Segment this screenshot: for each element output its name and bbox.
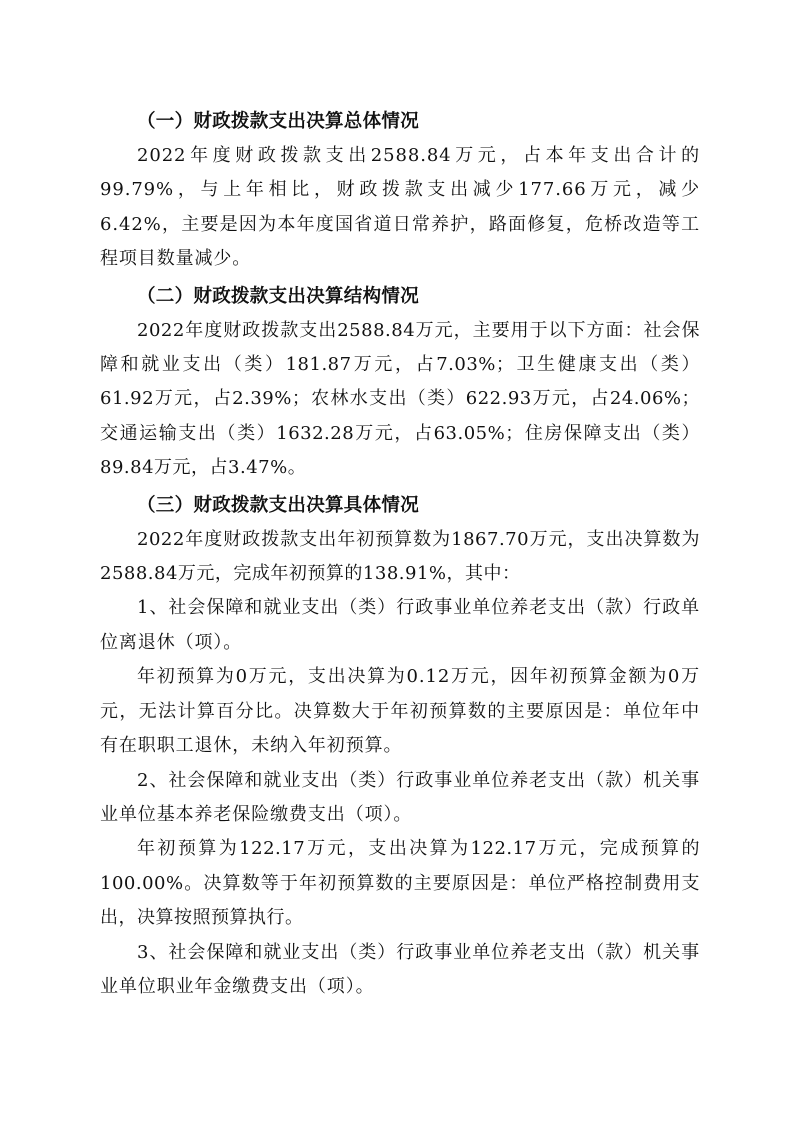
paragraph: 2022年度财政拨款支出2588.84万元，占本年支出合计的99.79%，与上年相比，财政拨款支出减少177.66万元，减少6.42%，主要是因为本年度国省道日常养护，路面修复，危桥改造等工程项目数量减少。 (100, 145, 700, 270)
paragraph: 2、社会保障和就业支出（类）行政事业单位养老支出（款）机关事业单位基本养老保险缴费支出（项）。 (100, 769, 700, 825)
paragraph: 年初预算为122.17万元，支出决算为122.17万元，完成预算的100.00%。决算数等于年初预算数的主要原因是：单位严格控制费用支出，决算按照预算执行。 (100, 838, 700, 929)
section-heading: （三）财政拨款支出决算具体情况 (137, 494, 420, 516)
paragraph: 2022年度财政拨款支出2588.84万元，主要用于以下方面：社会保障和就业支出（类）181.87万元，占7.03%；卫生健康支出（类）61.92万元，占2.39%；农林水支出（类）622.93万元，占24.06%；交通运输支出（类）1632.28万元，占63.05%；住房保障支出（类）89.84万元，占3.47%。 (100, 319, 700, 479)
paragraph: 2022年度财政拨款支出年初预算数为1867.70万元，支出决算数为2588.84万元，完成年初预算的138.91%，其中： (100, 528, 700, 585)
paragraph: 3、社会保障和就业支出（类）行政事业单位养老支出（款）机关事业单位职业年金缴费支出（项）。 (100, 941, 700, 997)
paragraph: 1、社会保障和就业支出（类）行政事业单位养老支出（款）行政单位离退休（项）。 (100, 597, 700, 653)
section-details (100, 488, 700, 1005)
paragraph: 年初预算为0万元，支出决算为0.12万元，因年初预算金额为0万元，无法计算百分比。决算数大于年初预算数的主要原因是：单位年中有在职职工退休，未纳入年初预算。 (100, 666, 700, 757)
document-page (100, 104, 700, 1004)
section-structure (100, 279, 700, 486)
section-heading: （二）财政拨款支出决算结构情况 (137, 285, 420, 307)
section-heading: （一）财政拨款支出决算总体情况 (137, 111, 420, 132)
section-overall (100, 104, 700, 277)
